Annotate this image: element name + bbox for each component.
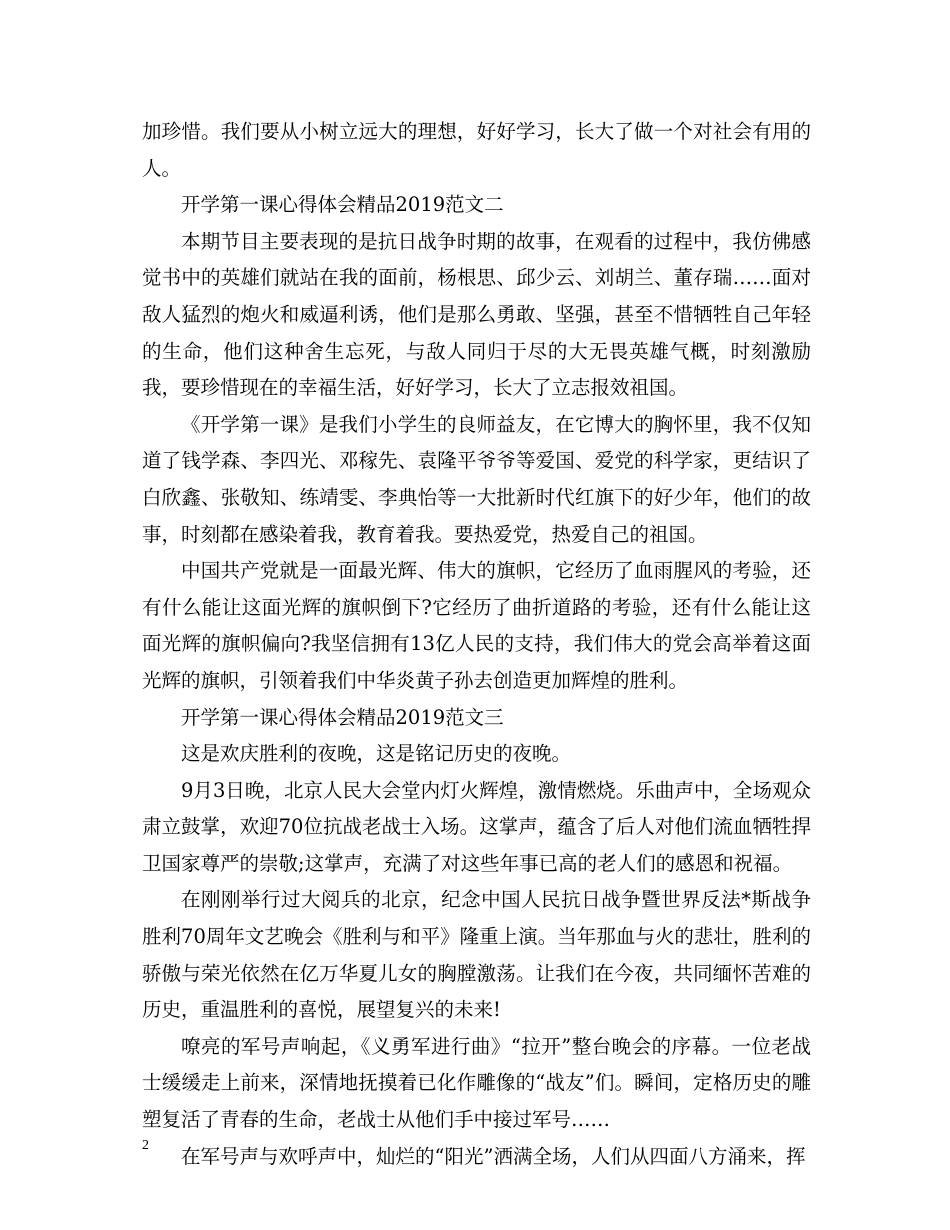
paragraph-5: 中国共产党就是一面最光辉、伟大的旗帜，它经历了血雨腥风的考验，还有什么能让这面光辉的旗帜倒下?它经历了曲折道路的考验，还有什么能让这面光辉的旗帜偏向?我坚信拥有13亿人民的支持，我们伟大的党会高举着这面光辉的旗帜，引领着我们中华炎黄子孙去创造更加辉煌的胜利。 [142,559,811,692]
section-heading-2: 开学第一课心得体会精品2019范文二 [181,193,504,217]
paragraph-11: 在军号声与欢呼声中，灿烂的“阳光”洒满全场，人们从四面八方涌来，挥 [181,1144,806,1168]
paragraph-1: 加珍惜。我们要从小树立远大的理想，好好学习，长大了做一个对社会有用的人。 [142,120,811,180]
page-number: 2 [142,1138,149,1153]
paragraph-3: 本期节目主要表现的是抗日战争时期的故事，在观看的过程中，我仿佛感觉书中的英雄们就站在我的面前，杨根思、邱少云、刘胡兰、董存瑞……面对敌人猛烈的炮火和威逼利诱，他们是那么勇敢、坚强，甚至不惜牺牲自己年轻的生命，他们这种舍生忘死，与敌人同归于尽的大无畏英雄气概，时刻激励我，要珍惜现在的幸福生活，好好学习，长大了立志报效祖国。 [142,229,811,400]
section-heading-6: 开学第一课心得体会精品2019范文三 [181,705,504,729]
paragraph-10: 嘹亮的军号声响起，《义勇军进行曲》“拉开”整台晚会的序幕。一位老战士缓缓走上前来，深情地抚摸着已化作雕像的“战友”们。瞬间，定格历史的雕塑复活了青春的生命，老战士从他们手中接过军号…… [142,1034,811,1132]
document-body [142,114,811,1175]
paragraph-8: 9月3日晚，北京人民大会堂内灯火辉煌，激情燃烧。乐曲声中，全场观众肃立鼓掌，欢迎70位抗战老战士入场。这掌声，蕴含了后人对他们流血牺牲捍卫国家尊严的崇敬;这掌声，充满了对这些年事已高的老人们的感恩和祝福。 [142,778,811,875]
paragraph-7: 这是欢庆胜利的夜晚，这是铭记历史的夜晚。 [181,742,572,766]
paragraph-4: 《开学第一课》是我们小学生的良师益友，在它博大的胸怀里，我不仅知道了钱学森、李四光、邓稼先、袁隆平爷爷等爱国、爱党的科学家，更结识了白欣鑫、张敬知、练靖雯、李典怡等一大批新时代红旗下的好少年，他们的故事，时刻都在感染着我，教育着我。要热爱党，热爱自己的祖国。 [142,412,811,546]
paragraph-9: 在刚刚举行过大阅兵的北京，纪念中国人民抗日战争暨世界反法*斯战争胜利70周年文艺晚会《胜利与和平》隆重上演。当年那血与火的悲壮，胜利的骄傲与荣光依然在亿万华夏儿女的胸膛激荡。让我们在今夜，共同缅怀苦难的历史，重温胜利的喜悦，展望复兴的未来! [142,888,811,1022]
